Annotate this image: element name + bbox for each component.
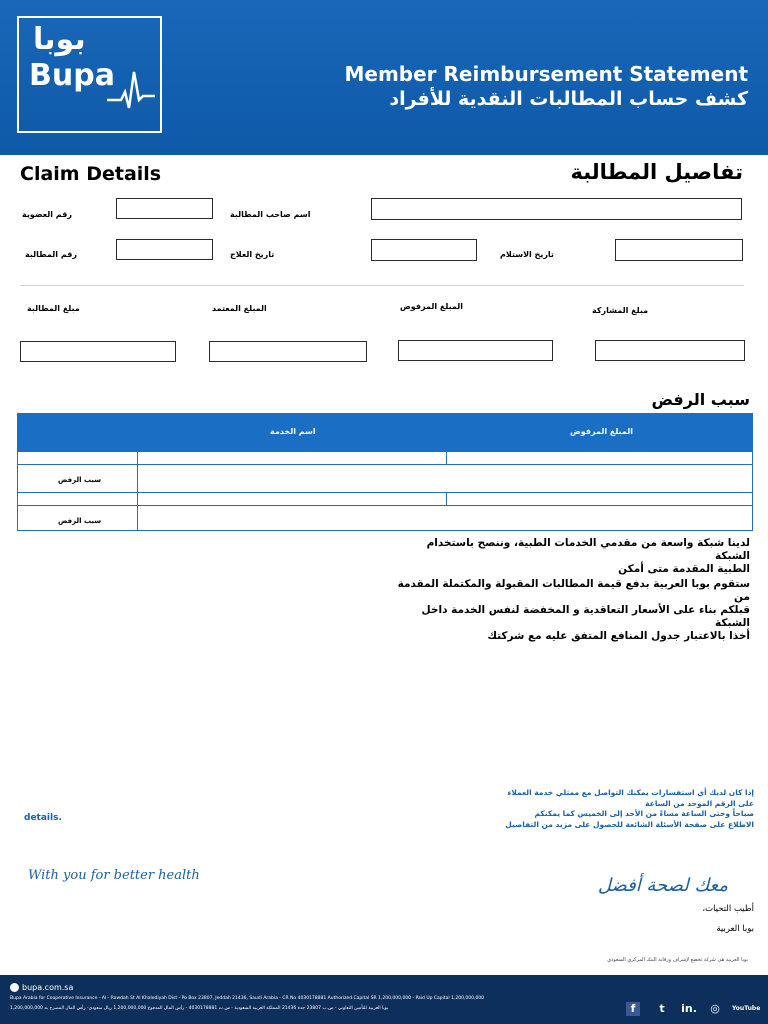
page-title-arabic: كشف حساب المطالبات النقدية للأفراد xyxy=(389,88,748,110)
page-title-english: Member Reimbursement Statement xyxy=(344,62,748,86)
rejected-amount-label: المبلغ المرفوض xyxy=(400,302,463,311)
rejection-table xyxy=(17,413,753,531)
logo-arabic-text: بوبا xyxy=(33,22,86,57)
claimant-name-field[interactable] xyxy=(371,198,742,220)
network-note-line: لدينا شبكة واسعة من مقدمي الخدمات الطبية، وننصح باستخدام الشبكة xyxy=(426,537,750,562)
twitter-icon[interactable]: t xyxy=(659,1002,665,1015)
regards-text: أطيب التحيات، xyxy=(702,904,754,914)
rejection-table-header xyxy=(18,414,752,451)
instagram-icon[interactable]: ◎ xyxy=(710,1002,720,1015)
contact-line: إذا كان لديك أي استفسارات يمكنك التواصل مع ممثلي خدمة العملاء xyxy=(507,788,754,797)
membership-number-field[interactable] xyxy=(116,198,213,219)
contact-line: صباحاً وحتى الساعة مساءً من الأحد إلى الخميس كما يمكنكم xyxy=(534,809,754,818)
facebook-icon[interactable]: f xyxy=(626,1002,640,1016)
table-line xyxy=(18,451,752,452)
copay-amount-field[interactable] xyxy=(595,340,745,361)
treatment-date-field[interactable] xyxy=(371,239,477,261)
details-text: details. xyxy=(24,813,62,823)
footer xyxy=(0,975,768,1024)
claim-details-title-en: Claim Details xyxy=(20,163,162,185)
table-line xyxy=(18,505,752,506)
linkedin-icon[interactable]: in. xyxy=(681,1002,697,1015)
rejection-reason-row-label: سبب الرفض xyxy=(58,517,102,525)
rejected-amount-field[interactable] xyxy=(398,340,553,361)
payment-note-line: أخذا بالاعتبار جدول المنافع المتفق عليه مع شركتك xyxy=(487,630,750,642)
heartbeat-icon xyxy=(107,70,155,110)
website-link[interactable]: bupa.com.sa xyxy=(22,983,74,992)
claim-amount-field[interactable] xyxy=(20,341,176,362)
treatment-date-label: تاريخ العلاج xyxy=(230,250,275,259)
claim-number-label: رقم المطالبة xyxy=(25,250,77,259)
tagline-arabic: معك لصحة أفضل xyxy=(597,875,728,896)
table-line xyxy=(446,451,447,464)
globe-icon xyxy=(10,983,19,992)
contact-line: على الرقم الموحد من الساعة xyxy=(645,798,754,808)
copay-amount-label: مبلغ المشاركة xyxy=(592,306,649,315)
footer-legal-ar: بوبا العربية للتأمين التعاوني - ص.ب 23807 جدة 21436 المملكة العربية السعودية - س.ت 4030178881 - رأس المال المدفوع 1,200,000,000 ريال سعودي- رأس المال المصرح به 1,200,000,000 xyxy=(10,1006,389,1011)
logo-english-text: Bupa xyxy=(29,58,115,93)
network-note-line: الطبية المقدمة متى أمكن xyxy=(618,563,750,575)
approved-amount-field[interactable] xyxy=(209,341,367,362)
customer-service-info xyxy=(454,788,754,830)
rejected-amount-column-header: المبلغ المرفوض xyxy=(570,427,633,436)
rejection-reason-title: سبب الرفض xyxy=(651,390,750,409)
section-divider xyxy=(20,285,744,286)
contact-line: الاطلاع على صفحة الأسئلة الشائعة للحصول على مزيد من التفاصيل xyxy=(505,819,754,829)
membership-number-label: رقم العضوية xyxy=(22,210,72,219)
claim-number-field[interactable] xyxy=(116,239,213,260)
table-line xyxy=(18,492,752,493)
youtube-icon[interactable]: YouTube xyxy=(732,1005,761,1012)
payment-note-line: قبلكم بناء على الأسعار التعاقدية و المخفضة لنفس الخدمة داخل الشبكة xyxy=(421,604,750,629)
claimant-name-label: اسم صاحب المطالبة xyxy=(230,210,311,219)
table-line xyxy=(446,492,447,505)
payment-note xyxy=(390,578,750,643)
network-note xyxy=(390,537,750,576)
bupa-logo xyxy=(17,16,162,133)
claim-amount-label: مبلغ المطالبة xyxy=(27,304,80,313)
header-banner xyxy=(0,0,768,155)
receipt-date-label: تاريخ الاستلام xyxy=(500,250,554,259)
regulator-note: بوبا العربية هي شركة تخضع لإشراف ورقابة البنك المركزي السعودي xyxy=(607,957,748,963)
rejection-reason-row-label: سبب الرفض xyxy=(58,476,102,484)
table-line xyxy=(18,464,752,465)
claim-details-title-ar: تفاصيل المطالبة xyxy=(570,160,743,184)
footer-legal-en: Bupa Arabia for Cooperative Insurance - Al - Rawdah St Al Khalediyah Dist - Po Box 23807, Jeddah 21436, Saudi Arabia - CR No 4030178881 Authorized Capital SR 1,200,000,000 - Paid Up Capital 1,200,000,000 xyxy=(10,996,485,1001)
receipt-date-field[interactable] xyxy=(615,239,743,261)
tagline-english: With you for better health xyxy=(28,868,200,883)
payment-note-line: ستقوم بوبا العربية بدفع قيمة المطالبات المقبولة والمكتملة المقدمة من xyxy=(397,578,750,603)
company-signature: بوبا العربية xyxy=(716,924,754,934)
approved-amount-label: المبلغ المعتمد xyxy=(212,304,267,313)
service-name-column-header: اسم الخدمة xyxy=(270,427,316,436)
table-line xyxy=(137,451,138,531)
